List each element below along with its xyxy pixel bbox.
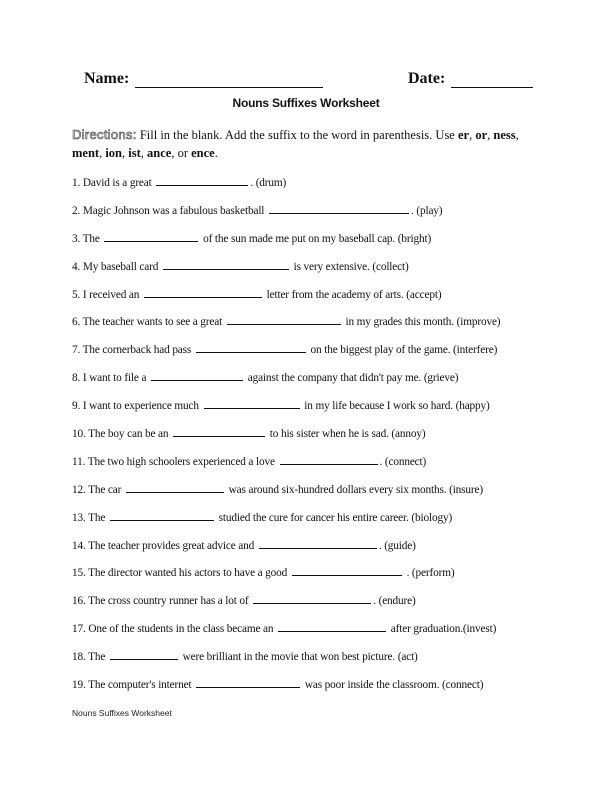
answer-blank[interactable]	[110, 510, 214, 521]
question-item: 13. The studied the cure for cancer his entire career. (biology)	[72, 511, 453, 524]
date-label: Date:	[408, 70, 446, 87]
question-item: 1. David is a great . (drum)	[72, 177, 287, 189]
answer-blank[interactable]	[196, 342, 306, 353]
question-item: 9. I want to experience much in my life because I work so hard. (happy)	[72, 400, 490, 413]
question-item: 4. My baseball card is very extensive. (collect)	[72, 260, 409, 273]
answer-blank[interactable]	[204, 398, 300, 409]
answer-blank[interactable]	[104, 231, 198, 242]
question-item: 19. The computer's internet was poor inside the classroom. (connect)	[72, 679, 484, 692]
directions-text: Fill in the blank. Add the suffix to the word in parenthesis. Use er, or, ness, ment, ion, ist, ance, or ence.	[72, 128, 519, 160]
question-item: 17. One of the students in the class became an after graduation.(invest)	[72, 623, 497, 636]
directions	[72, 126, 542, 162]
answer-blank[interactable]	[280, 454, 378, 465]
directions-label: Directions:	[72, 127, 137, 142]
date-field	[408, 70, 533, 88]
answer-blank[interactable]	[110, 649, 178, 660]
question-item: 18. The were brilliant in the movie that won best picture. (act)	[72, 651, 418, 664]
header	[84, 70, 530, 94]
answer-blank[interactable]	[259, 538, 377, 549]
question-item: 12. The car was around six-hundred dollars every six months. (insure)	[72, 483, 484, 496]
name-blank[interactable]	[135, 71, 323, 88]
answer-blank[interactable]	[269, 203, 409, 214]
question-list	[72, 175, 542, 705]
question-item: 2. Magic Johnson was a fabulous basketball . (play)	[72, 204, 443, 217]
answer-blank[interactable]	[173, 426, 265, 437]
question-item: 14. The teacher provides great advice and . (guide)	[72, 539, 416, 552]
worksheet-title: Nouns Suffixes Worksheet	[232, 96, 380, 110]
question-item: 11. The two high schoolers experienced a love . (connect)	[72, 455, 427, 468]
question-item: 7. The cornerback had pass on the biggest play of the game. (interfere)	[72, 344, 498, 357]
date-blank[interactable]	[451, 71, 533, 88]
answer-blank[interactable]	[227, 314, 341, 325]
question-item: 6. The teacher wants to see a great in my grades this month. (improve)	[72, 316, 501, 329]
question-item: 16. The cross country runner has a lot of . (endure)	[72, 595, 416, 608]
question-item: 5. I received an letter from the academy of arts. (accept)	[72, 288, 442, 301]
answer-blank[interactable]	[144, 287, 262, 298]
question-item: 8. I want to file a against the company that didn't pay me. (grieve)	[72, 372, 459, 385]
answer-blank[interactable]	[292, 565, 402, 576]
question-item: 3. The of the sun made me put on my baseball cap. (bright)	[72, 232, 432, 245]
answer-blank[interactable]	[151, 370, 243, 381]
question-item: 10. The boy can be an to his sister when he is sad. (annoy)	[72, 428, 426, 441]
answer-blank[interactable]	[126, 482, 224, 493]
question-item: 15. The director wanted his actors to have a good . (perform)	[72, 567, 455, 580]
answer-blank[interactable]	[156, 175, 248, 186]
footer-label: Nouns Suffixes Worksheet	[72, 708, 172, 718]
answer-blank[interactable]	[253, 593, 371, 604]
answer-blank[interactable]	[278, 621, 386, 632]
name-field	[84, 70, 323, 88]
name-label: Name:	[84, 70, 130, 87]
answer-blank[interactable]	[196, 677, 300, 688]
answer-blank[interactable]	[163, 259, 289, 270]
